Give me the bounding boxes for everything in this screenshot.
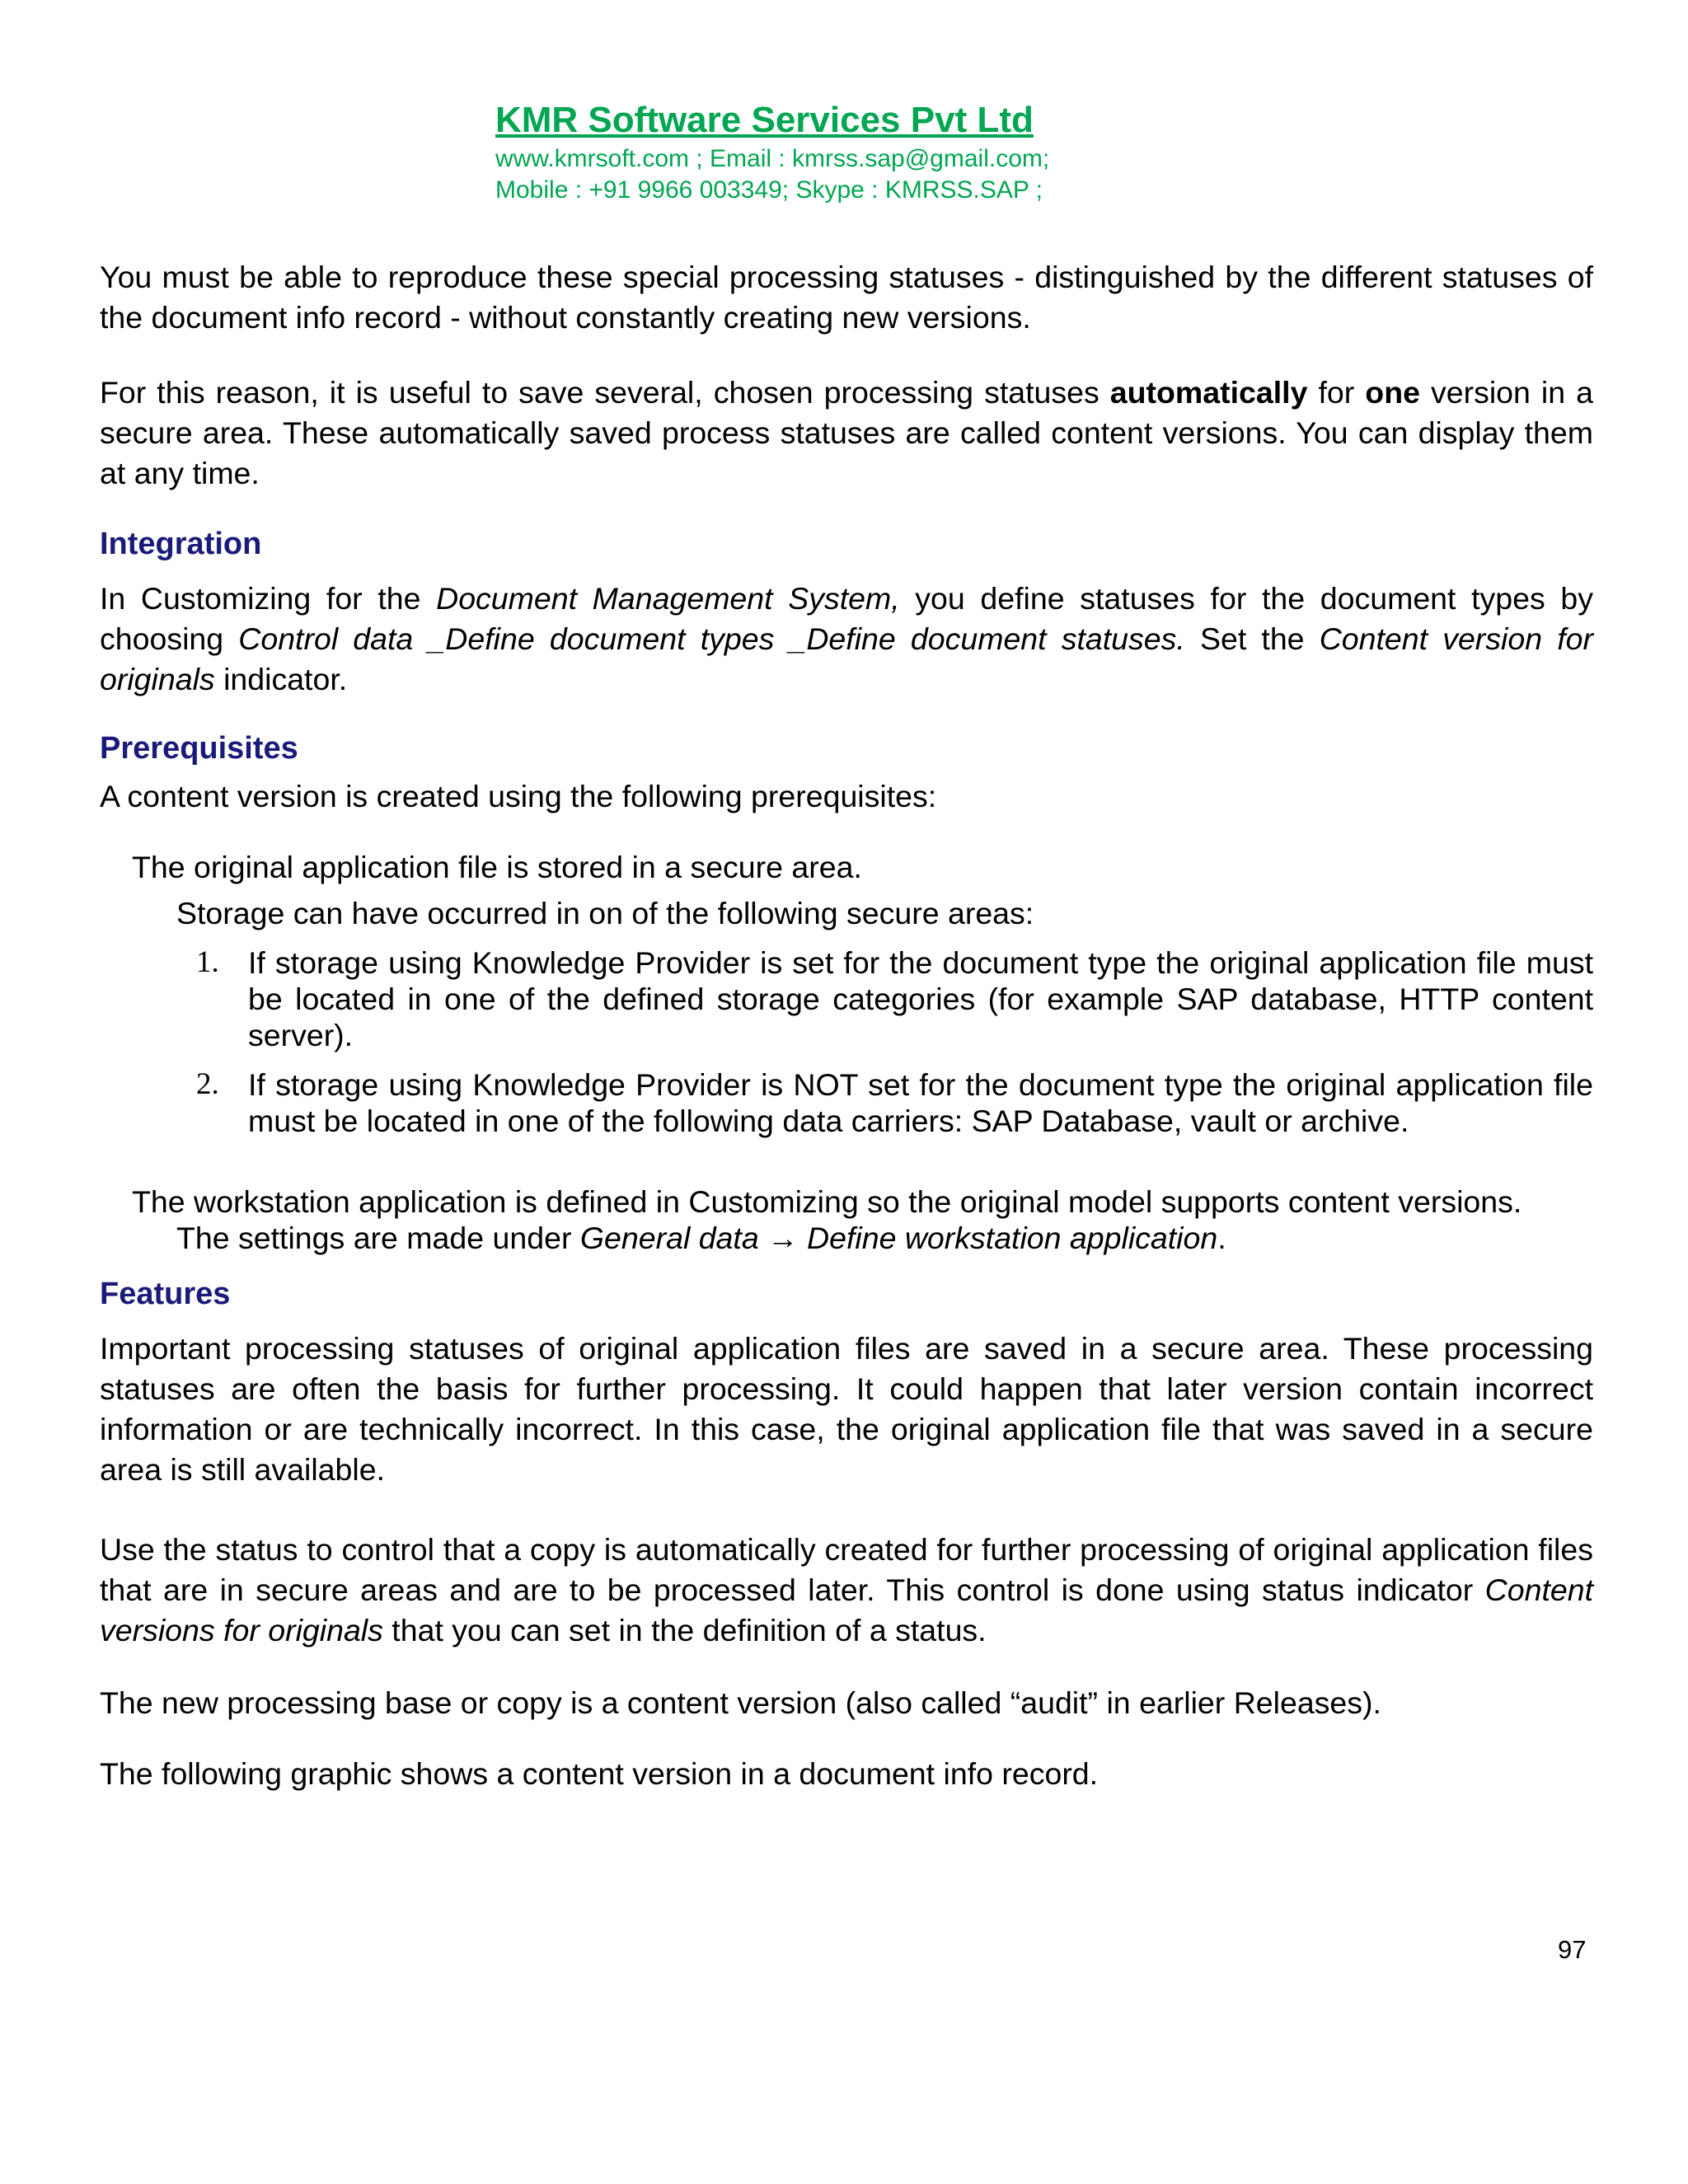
- integration-text-2: you define statuses for the document types by choosing: [100, 581, 1593, 656]
- contact-line-web-email: www.kmrsoft.com ; Email : kmrss.sap@gmail.com;: [495, 145, 1050, 172]
- bullet2-text: The workstation application is defined in Customizing so the original model supports content versions. The settings are made under: [132, 1184, 1522, 1255]
- intro-p2-bold-one: one: [1365, 375, 1420, 410]
- intro-paragraph-2: [100, 373, 1593, 494]
- prerequisite-bullet-1: The original application file is stored in a secure area.: [132, 850, 862, 884]
- features-paragraph-4: The following graphic shows a content version in a document info record.: [100, 1756, 1099, 1791]
- intro-p2-bold-automatically: automatically: [1109, 375, 1308, 410]
- letterhead: [495, 97, 1049, 206]
- company-name: KMR Software Services Pvt Ltd: [495, 100, 1034, 140]
- prerequisite-bullet-2: [132, 1183, 1561, 1256]
- bullet2-end: .: [1217, 1221, 1226, 1255]
- integration-italic-menu-path: Control data _Define document types _Define document statuses.: [238, 621, 1185, 656]
- heading-features: Features: [100, 1277, 231, 1311]
- features-paragraph-3: The new processing base or copy is a content version (also called “audit” in earlier Releases).: [100, 1685, 1381, 1720]
- page-number: 97: [1558, 1935, 1587, 1964]
- features-paragraph-2: [100, 1530, 1593, 1651]
- bullet2-italic-menu-path: General data → Define workstation application: [579, 1221, 1218, 1255]
- contact-line-mobile-skype: Mobile : +91 9966 003349; Skype : KMRSS.SAP ;: [495, 176, 1043, 204]
- heading-integration: Integration: [100, 527, 262, 561]
- storage-sub-intro: Storage can have occurred in on of the following secure areas:: [176, 896, 1034, 930]
- prerequisites-intro: A content version is created using the following prerequisites:: [100, 779, 937, 813]
- list-number-2: 2.: [196, 1067, 219, 1101]
- integration-italic-indicator: Content version for originals: [100, 621, 1594, 696]
- intro-p2-text-1: For this reason, it is useful to save several, chosen processing statuses: [100, 375, 1110, 410]
- list-item-1: If storage using Knowledge Provider is set for the document type the original application file must be located in one of the defined storage categories (for example SAP database, HTTP content server).: [248, 945, 1593, 1052]
- list-item-2: If storage using Knowledge Provider is NOT set for the document type the original application file must be located in one of the following data carriers: SAP Database, vault or archive.: [248, 1067, 1593, 1138]
- intro-p2-text-2: for: [1307, 375, 1366, 410]
- features-p2-italic: Content versions for originals: [100, 1572, 1593, 1647]
- integration-text-4: indicator.: [214, 662, 348, 696]
- intro-p2-text-3: version in a secure area. These automatically saved process statuses are called content versions. You can display them at any time.: [100, 375, 1593, 490]
- heading-prerequisites: Prerequisites: [100, 731, 298, 766]
- integration-text-3: Set the: [1184, 621, 1320, 656]
- features-paragraph-1: Important processing statuses of original application files are saved in a secure area. These processing statuses are often the basis for further processing. It could happen that later version contain incorrect information or are technically incorrect. In this case, the original application file that was saved in a secure area is still available.: [100, 1331, 1593, 1487]
- list-number-1: 1.: [196, 945, 219, 979]
- features-p2-text: Use the status to control that a copy is automatically created for further processing of original application files that are in secure areas and are to be processed later. This control is done using status indicator: [100, 1532, 1593, 1607]
- integration-paragraph: [100, 579, 1593, 700]
- intro-paragraph-1: You must be able to reproduce these special processing statuses - distinguished by the different statuses of the document info record - without constantly creating new versions.: [100, 260, 1593, 335]
- integration-text-1: In Customizing for the: [100, 581, 437, 616]
- integration-italic-dms: Document Management System,: [436, 581, 900, 616]
- features-p2-end: that you can set in the definition of a status.: [382, 1613, 987, 1647]
